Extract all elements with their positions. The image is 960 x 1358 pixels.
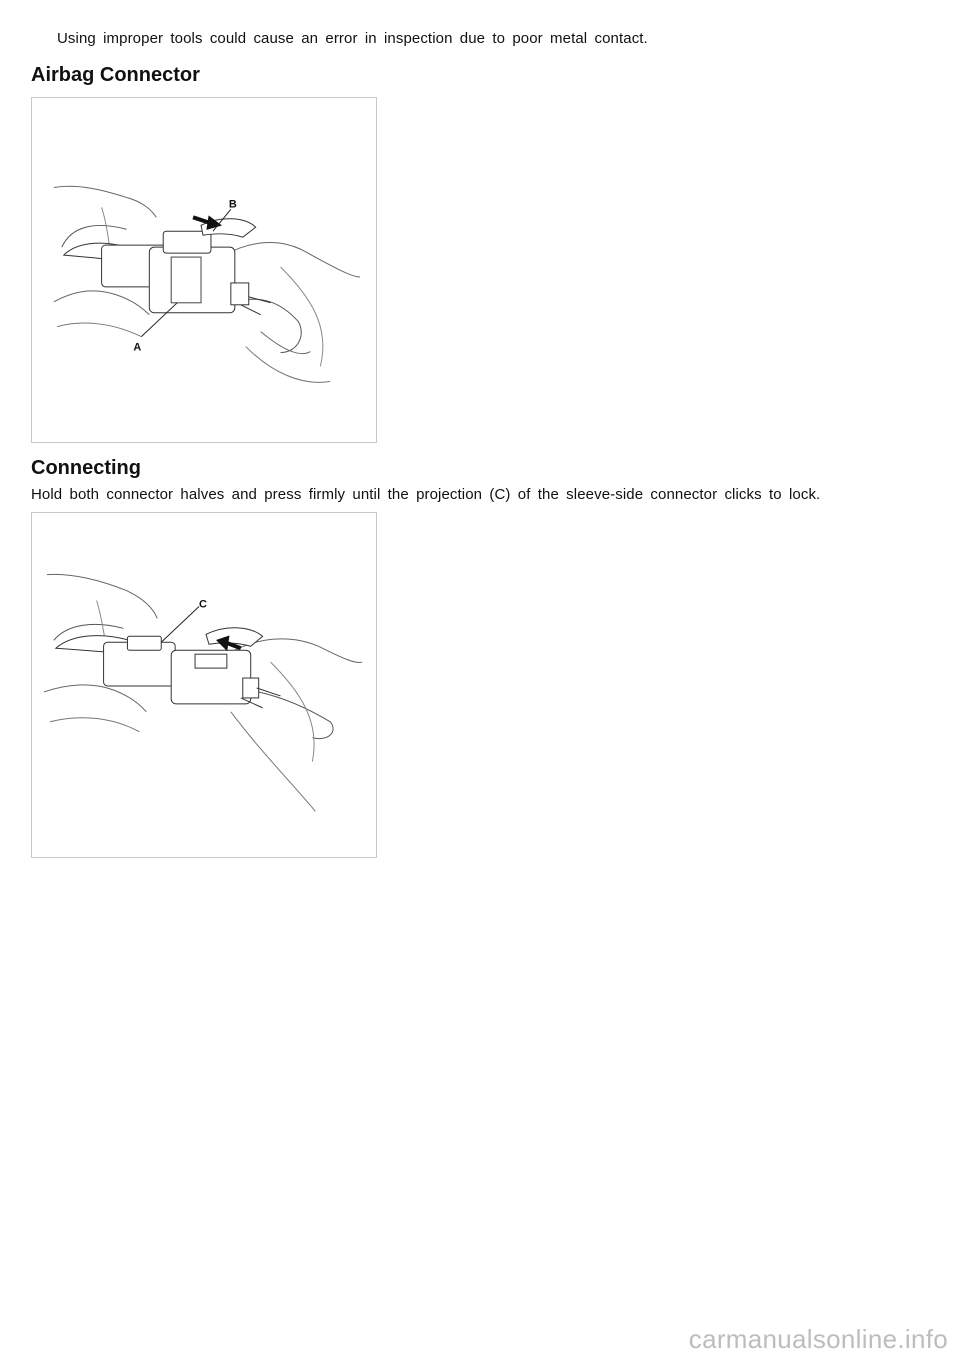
label-c: C [199, 598, 207, 611]
section-title-airbag-connector: Airbag Connector [31, 64, 200, 86]
airbag-connector-illustration [31, 97, 377, 443]
label-b: B [228, 198, 237, 211]
section-title-connecting: Connecting [31, 457, 141, 479]
watermark: carmanualsonline.info [688, 1324, 948, 1354]
label-a: A [133, 341, 142, 354]
connecting-illustration [31, 512, 377, 858]
connecting-instructions: Hold both connector halves and press firmly until the projection (C) of the sleeve-side connector clicks to lock. [31, 486, 821, 503]
caution-note: Using improper tools could cause an error in inspection due to poor metal contact. [57, 30, 648, 47]
